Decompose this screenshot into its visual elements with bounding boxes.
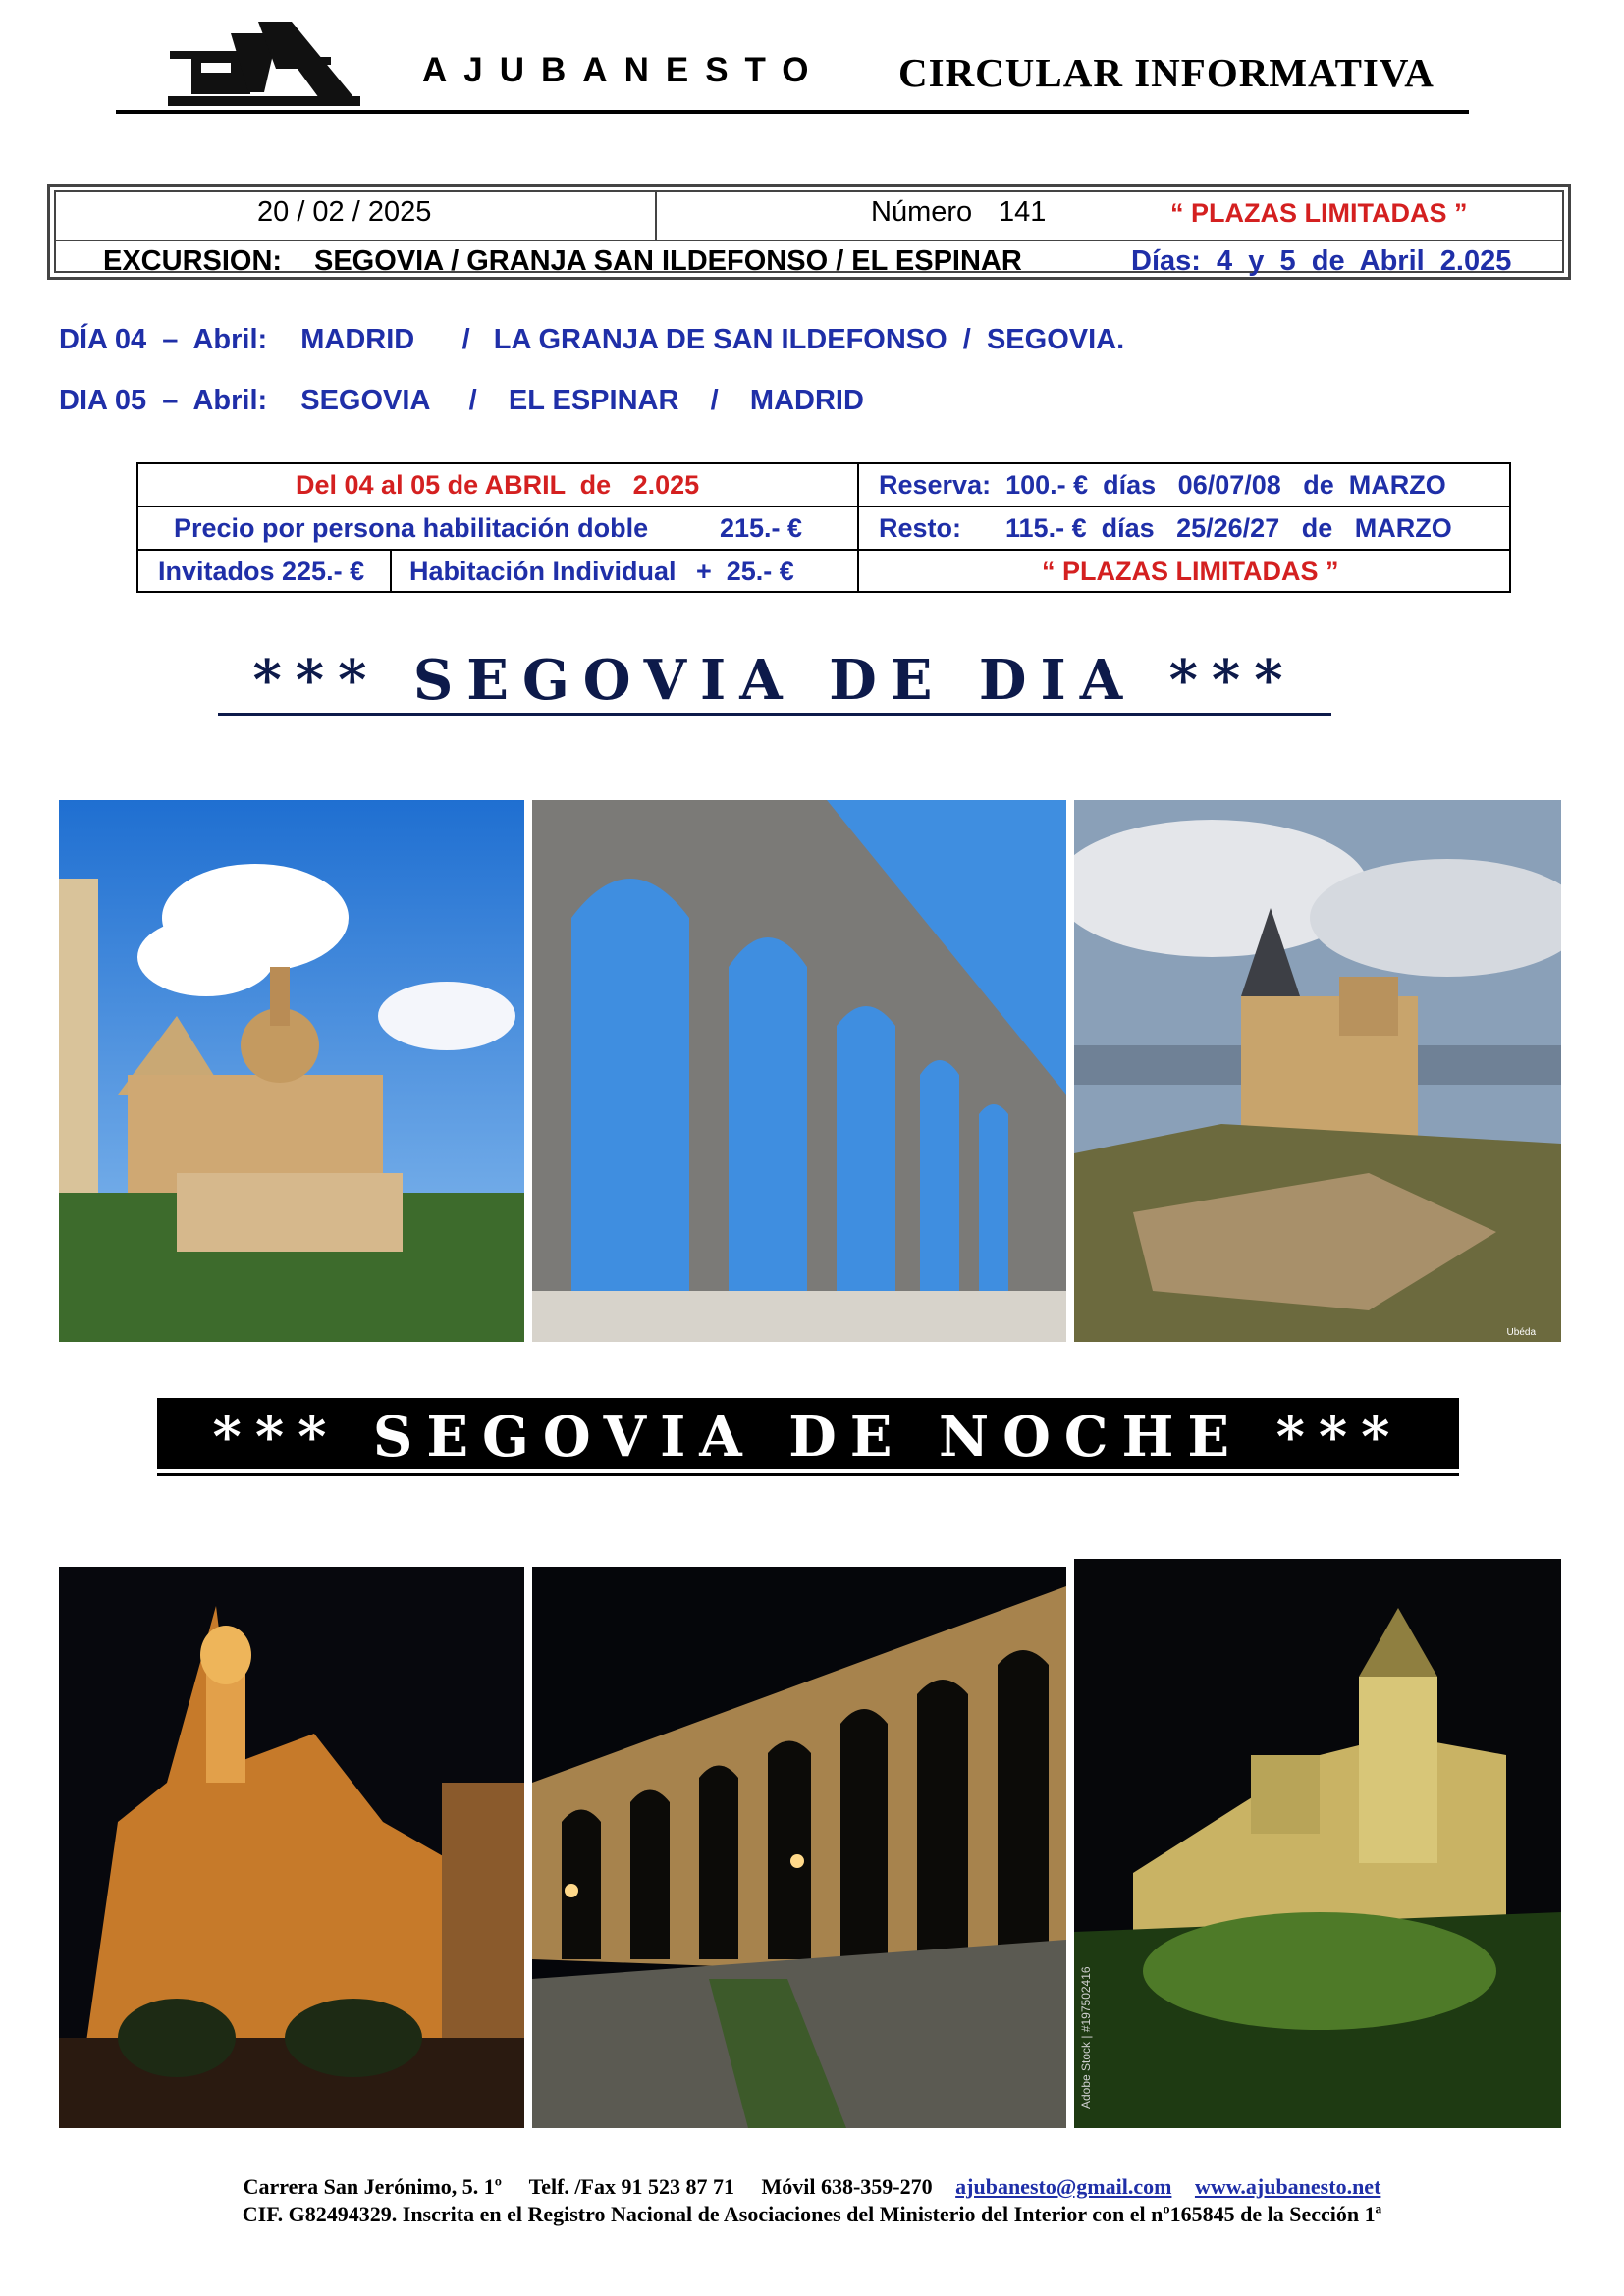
organization-name: AJUBANESTO [422, 51, 826, 89]
price-double-value: 215.- € [720, 513, 803, 543]
aqueduct-day-photo [532, 800, 1066, 1342]
guest-price: Invitados 225.- € [158, 557, 365, 586]
castle-night-watermark: Adobe Stock | #197502416 [1079, 1966, 1093, 2109]
footer-contact [0, 2174, 1624, 2200]
itinerary-day-1-route: MADRID / LA GRANJA DE SAN ILDEFONSO / SEGOVIA. [300, 324, 1125, 355]
limited-places-note: “ PLAZAS LIMITADAS ” [1170, 198, 1468, 228]
itinerary-day-2-route: SEGOVIA / EL ESPINAR / MADRID [300, 385, 864, 416]
section-title-night-underline [157, 1469, 1459, 1473]
itinerary-day-1 [59, 324, 1124, 356]
price-table [136, 462, 1511, 593]
alcazar-day-photo [1074, 800, 1561, 1342]
footer-registration: CIF. G82494329. Inscrita en el Registro Nacional de Asociaciones del Ministerio del Interior con el nº165845 de la Sección 1ª [242, 2202, 1382, 2226]
reservation-payment: Reserva: 100.- € días 06/07/08 de MARZO [879, 470, 1446, 500]
footer-phone: Telf. /Fax 91 523 87 71 [528, 2174, 734, 2199]
footer-mobile: Móvil 638-359-270 [761, 2174, 933, 2199]
aqueduct-night-photo [532, 1567, 1066, 2128]
footer-email-link[interactable]: ajubanesto@gmail.com [955, 2174, 1172, 2199]
itinerary-day-1-date: DÍA 04 – Abril: [59, 324, 268, 355]
document-type: CIRCULAR INFORMATIVA [898, 50, 1435, 95]
excursion-label: EXCURSION: [103, 245, 283, 277]
circular-number: 141 [999, 196, 1047, 228]
section-title-night: *** SEGOVIA DE NOCHE *** [157, 1398, 1459, 1476]
price-double-label: Precio por persona habilitación doble [174, 513, 649, 543]
excursion-days: Días: 4 y 5 de Abril 2.025 [1131, 245, 1512, 277]
trip-period: Del 04 al 05 de ABRIL de 2.025 [296, 470, 700, 500]
footer-website-link[interactable]: www.ajubanesto.net [1194, 2174, 1381, 2199]
header-divider [116, 110, 1469, 114]
footer-address: Carrera San Jerónimo, 5. 1º [243, 2174, 503, 2199]
section-title-day-underline [218, 713, 1331, 716]
remaining-payment: Resto: 115.- € días 25/26/27 de MARZO [879, 513, 1452, 543]
single-room-label: Habitación Individual [409, 557, 677, 586]
section-title-day: *** SEGOVIA DE DIA *** [252, 648, 1297, 713]
limited-places-note: “ PLAZAS LIMITADAS ” [1042, 557, 1339, 586]
cathedral-night-photo [59, 1567, 524, 2128]
excursion-route: SEGOVIA / GRANJA SAN ILDEFONSO / EL ESPINAR [314, 245, 1022, 277]
single-room-supplement: + 25.- € [696, 557, 794, 586]
itinerary-day-2 [59, 385, 864, 417]
alcazar-night-photo [1074, 1559, 1561, 2128]
ajubanesto-logo-icon [162, 14, 368, 112]
circular-date: 20 / 02 / 2025 [257, 196, 432, 228]
castle-day-watermark: Ubéda [1506, 1327, 1536, 1338]
cathedral-day-photo [59, 800, 524, 1342]
info-table [47, 184, 1571, 280]
itinerary-day-2-date: DIA 05 – Abril: [59, 385, 268, 416]
circular-number-label: Número [871, 196, 973, 228]
